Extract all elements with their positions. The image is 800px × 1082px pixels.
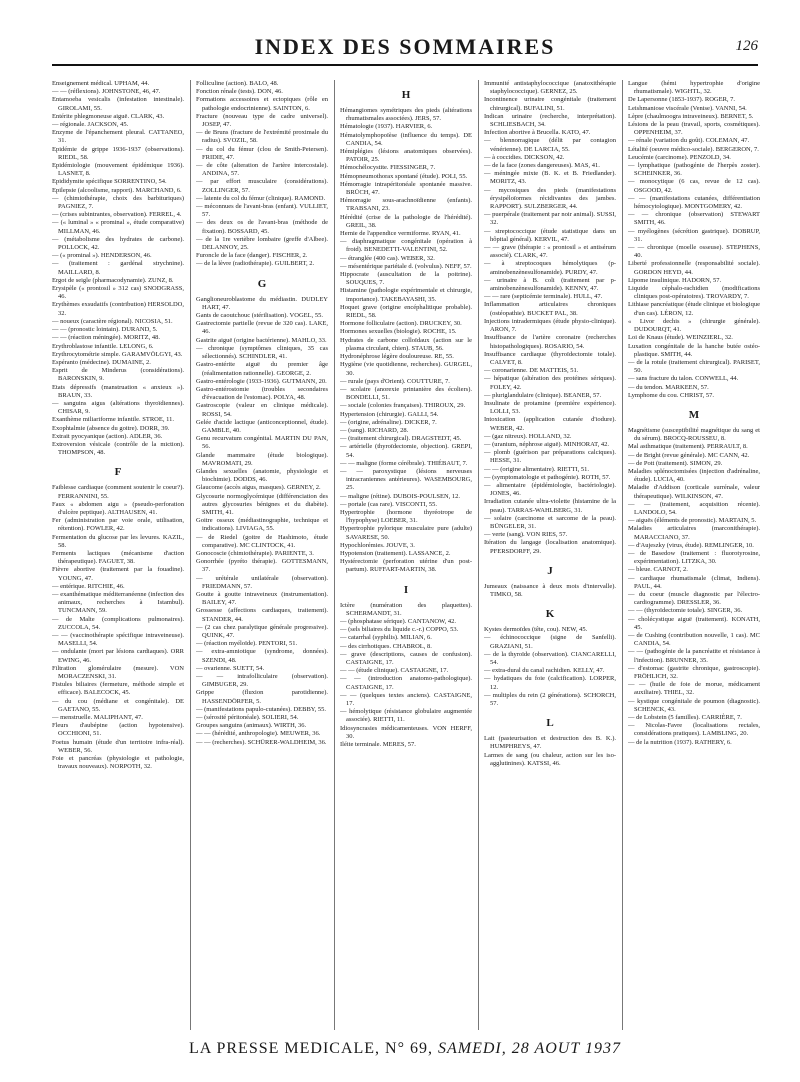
index-entry: Hémopneumothorax spontané (étude). POLI, 55. xyxy=(340,172,468,180)
index-entry: Fonction rénale (tests). DON, 46. xyxy=(196,88,283,96)
index-entry: — échinococcique (signe de Sanfelli). GRAZIANI, 51. xyxy=(484,634,616,650)
index-entry: Entérite phlegmoneuse aiguë. CLARK, 43. xyxy=(52,112,165,120)
index-entry: — — (quelques textes anciens). CASTAIGNE, 17. xyxy=(340,691,472,708)
index-entry: Hématologie (1937). HARVIER, 6. xyxy=(340,123,433,131)
index-entry: Glande mammaire (étude biologique). MAVROMATI, 29. xyxy=(196,451,328,467)
index-entry: Glycosurie normoglycémique (différenciation des autres glycosuries bénignes et du diabète). SMITH, 41. xyxy=(196,492,328,516)
index-entry: Filtration glomérulaire (mesure). VON MORACZENSKI, 31. xyxy=(52,664,184,681)
index-entry: Hématolymphopoïèse (influence du temps). DE CANDIA, 54. xyxy=(340,131,472,147)
index-entry: — blennorragique (délit par contagion vénérienne). DE LARCIA, 55. xyxy=(484,137,616,153)
index-entry: Goitre osseux (médiastinographie, technique et indications). LIVIAGA, 55. xyxy=(196,517,328,533)
index-entry: — des deux os de l'avant-bras (méthode de fixation). BOSSARD, 45. xyxy=(196,219,328,235)
index-entry: Intoxication (application cutanée d'iodure). WEBER, 42. xyxy=(484,416,616,432)
index-entry: Hippocrate (auscultation de la poitrine). SOUQUES, 7. xyxy=(340,271,472,287)
index-entry: Erythroblastose infantile. LELONG, 6. xyxy=(52,342,154,350)
index-entry: Ictère (numération des plaquettes). SCHERMANDT, 31. xyxy=(340,601,472,617)
index-entry: — de Basedow (traitement : fluorotyrosine, expérimentation). LITZKA, 30. xyxy=(628,549,760,566)
index-entry: — de Pott (traitement). SIMON, 29. xyxy=(628,459,723,467)
index-entry: — extra-dural du canal rachidien. KELLY, 47. xyxy=(484,667,605,675)
index-entry: — (2 cas chez paralytique générale progressive). QUINK, 47. xyxy=(196,623,328,639)
index-entry: — (« luminal » « prominal », étude comparative) MILLMAN, 46. xyxy=(52,219,184,235)
index-entry: Hémorragie sous-arachnoïdienne (enfants). TRABSANI, 23. xyxy=(340,197,472,213)
index-entry: — — (recherches). SCHÜRER-WALDHEIM, 36. xyxy=(196,738,327,746)
index-entry: — diaphragmatique congénitale (opération à froid). BENEDETTI-VALENTINI, 52. xyxy=(340,238,472,254)
index-entry: — multiples du rein (2 générations). SCHORCH, 57. xyxy=(484,691,616,708)
index-entry: Hypotension (traitement). LASSANCE, 2. xyxy=(340,549,451,557)
index-entry: — — (vaccinothérapie spécifique intraveineuse). MASELLI, 54. xyxy=(52,632,184,648)
index-entry: — (gaz nitreux). HOLLAND, 32. xyxy=(484,432,572,440)
index-entry: Folliculine (action). BALO, 48. xyxy=(196,80,279,87)
index-entry: — — (réaction méningée). MORITZ, 48. xyxy=(52,334,160,342)
index-entry: Lipome insulinique. HADORN, 57. xyxy=(628,276,722,284)
index-entry: — sans fracture du talon. CONWELL, 44. xyxy=(628,375,739,383)
index-entry: — (phosphatase sérique). CANTANOW, 42. xyxy=(340,617,457,625)
index-entry: Leishmaniose viscérale (Venise). VANNI, 54. xyxy=(628,104,747,112)
index-entry: — du cou (médiane et congénitale). DE GAETANO, 55. xyxy=(52,697,184,713)
index-entry: Hémochélocystite. FIESSINGER, 7. xyxy=(340,164,436,172)
index-entry: — myélogènes (sécrétion gastrique). DOBRUP, 31. xyxy=(628,227,760,243)
index-entry: Gelée d'acide lactique (anticonceptionnel, étude). GAMBLE, 40. xyxy=(196,418,328,434)
section-letter: F xyxy=(114,466,122,479)
index-entry: — (chimiothérapie, choix des barbituriques) PAGNIEZ, 7. xyxy=(52,194,184,211)
index-entry: — de la face (zones dangereuses). MAS, 41. xyxy=(484,162,600,170)
index-entry: « Livor dechis » (chirurgie générale). DUDOURQT, 41. xyxy=(628,317,760,334)
index-entry: — à streptocoques hémolytiques (p-aminobenzènesulfonamide). PURDY, 47. xyxy=(484,260,616,276)
index-entry: — exanthématique méditerranéenne (infection des animaux, recherches à Istambul). TUNCMANN, 59. xyxy=(52,590,184,615)
index-entry: — (traitement chirurgical). DRAGSTEDT, 45. xyxy=(340,435,462,443)
index-entry: — — (pathogénie de la pancréatite et résistance à l'infection). BRUNNER, 35. xyxy=(628,648,760,664)
index-entry: Faux « abdomen aigu » (pseudo-perforation d'ulcère peptique). ALTHAUSEN, 41. xyxy=(52,500,184,516)
index-entry: Gants de caoutchouc (stérilisation). VOGEL, 55. xyxy=(196,312,323,320)
index-entry: Hernie de l'appendice vermiforme. RYAN, 41. xyxy=(340,230,461,238)
index-entry: — urétérale unilatérale (observation). FRIEDMANN, 57. xyxy=(196,574,328,590)
index-entry: Glandes sexuelles (anatomie, physiologie et biochimie). DODDS, 46. xyxy=(196,467,328,484)
index-entry: Gastro-entérologie (1933-1936). GUTMANN, 20. xyxy=(196,377,327,385)
index-entry: Indican urinaire (recherche, interprétation). SCHLIESBACH, 34. xyxy=(484,112,616,129)
index-entry: — pluriglandulaire (clinique). BEANER, 57. xyxy=(484,391,602,399)
page-title: INDEX DES SOMMAIRES xyxy=(254,34,556,59)
index-entry: — — chronique (moelle osseuse). STEPHENS, 40. xyxy=(628,244,760,260)
index-entry: Entamoeba vesicalis (infestation intestinale). GIROLAMI, 55. xyxy=(52,96,184,112)
section-letter: M xyxy=(688,408,700,421)
index-entry: Hydrates de carbone colloïdaux (action sur le plasma circulant, chien). STAUB, 56. xyxy=(340,336,472,352)
index-entry: — de la rotule (traitement chirurgical). PARISET, 50. xyxy=(628,358,760,375)
index-entry: — d'estomac (gastrite chronique, gastroscopie). FRÖHLICH, 32. xyxy=(628,664,760,681)
index-entry: — — chronique (observation) STEWART SMITH, 46. xyxy=(628,211,760,227)
index-entry: — urinaire à B. coli (traitement par p-aminobenzènesulfonamide). KENNY, 47. xyxy=(484,276,616,293)
index-entry: — — (étude clinique). CASTAIGNE, 17. xyxy=(340,667,449,675)
index-entry: Hystérectomie (perforation utérine d'un post-partum). RUFFART-MARTIN, 38. xyxy=(340,558,472,574)
index-entry: — de Cushing (contribution nouvelle, 1 cas). MC CANDIA, 54. xyxy=(628,632,760,648)
index-entry: Luxation congénitale de la hanche butée ostéo-plastique. SMITH, 44. xyxy=(628,342,760,358)
index-entry: — (manifestations papulo-cutanées). DEBBY, 55. xyxy=(196,705,327,713)
index-entry: Ferments lactiques (mécanisme d'action thérapeutique). FAGUET, 38. xyxy=(52,549,184,566)
index-entry: Hypochlorémies. JOUVE, 3. xyxy=(340,541,415,549)
index-entry: — (sels biliaires du liquide c.-r.) COPPO, 53. xyxy=(340,626,459,634)
index-entry: — chronique (symptômes cliniques, 35 cas sélectionnés). SCHINDLER, 41. xyxy=(196,344,328,361)
index-entry: — (réaction myéloïde). PENTORI, 51. xyxy=(196,640,298,648)
index-entry: Inflammation articulaires chroniques (ostéopathie). BUCKET PAL, 38. xyxy=(484,301,616,317)
index-entry: — hépatique (altération des protéines sériques). FOLEY, 42. xyxy=(484,375,616,391)
index-entry: Hypertrophie (hormone thyréotrope de l'hypophyse) LOEBER, 31. xyxy=(340,508,472,525)
index-entry: Hygiène (vie quotidienne, recherches). GURGEL, 30. xyxy=(340,361,472,377)
index-entry: — cardiaque rhumatismale (climat, Indiens). PAUL, 44. xyxy=(628,574,760,590)
index-entry: — plomb (guérison par préparations calciques). HESSE, 31. xyxy=(484,449,616,465)
index-entry: Liquide céphalo-rachidien (modifications cliniques post-opératoires). TROVARDY, 7. xyxy=(628,285,760,301)
column-5 xyxy=(628,80,760,1030)
index-entry: Extrait pyocyanique (action). ADLER, 36. xyxy=(52,432,163,440)
index-entry: Hydronéphrose légère douloureuse. RE, 55. xyxy=(340,353,454,361)
index-entry: Furoncle de la face (danger). FISCHER, 2. xyxy=(196,252,308,260)
column-4 xyxy=(484,80,616,1030)
column-rule xyxy=(622,80,623,1030)
section-letter: H xyxy=(401,89,411,101)
index-entry: Insulinate de protamine (première expérience). LOLLI, 53. xyxy=(484,399,616,416)
index-entry: — méningée mixte (B. K. et B. Friedlander). MORITZ, 43. xyxy=(484,170,616,186)
index-entry: — de Bright (revue générale). MC CANN, 42. xyxy=(628,451,750,459)
index-entry: Epididymite spécifique SORRENTINO, 54. xyxy=(52,178,167,186)
index-entry: Erythèmes exsudatifs (contribution) HERSOLDO, 32. xyxy=(52,301,184,317)
index-entry: Gastrite aiguë (origine bactérienne). MAHLO, 33. xyxy=(196,336,327,344)
index-entry: Extroversion vésicale (contrôle de la miction). THOMPSON, 48. xyxy=(52,440,184,457)
index-entry: Lithiase pancréatique (étude clinique et biologique d'un cas). LÉRON, 12. xyxy=(628,301,760,317)
index-entry: — du tendon. MARKEEN, 57. xyxy=(628,383,709,391)
index-entry: — de la thyroïde (observation). CIANCARELLI, 54. xyxy=(484,650,616,666)
index-entry: — de la nutrition (1937). RATHERY, 6. xyxy=(628,738,732,746)
index-entry: — hémolytique (résistance globulaire augmentée associée). RIETTI, 11. xyxy=(340,708,472,724)
index-entry: — mésentérique pariétale d. (volvulus). NEFF, 57. xyxy=(340,262,472,270)
column-2 xyxy=(196,80,328,1030)
index-entry: — hydatiques du foie (calcification). LORPER, 12. xyxy=(484,675,616,691)
index-entry: De Lapersonne (1853-1937). ROGER, 7. xyxy=(628,96,736,104)
index-entry: — extra-amniotique (syndrome, données). SZENDI, 48. xyxy=(196,648,328,664)
index-entry: — (sérosité péritonéale). SOLIERI, 54. xyxy=(196,714,299,722)
index-entry: Gastroscopie (valeur en clinique médicale). ROSSI, 54. xyxy=(196,402,328,418)
index-entry: — régionale. JACKSON, 45. xyxy=(52,121,129,129)
index-entry: Espéranto (médecine). DUMAINE, 2. xyxy=(52,358,151,366)
index-entry: — — paroxystique (lésions nerveuses intracraniennes antérieures). WASEMBOURG, 25. xyxy=(340,467,472,492)
index-entry: Kystes dermoïdes (tête, cou). NEW, 45. xyxy=(484,626,588,634)
index-entry: — — (traitement, acquisition récente). LANDOLO, 54. xyxy=(628,500,760,516)
index-entry: Maladie d'Addison (corticale surrénale, valeur thérapeutique). WILKINSON, 47. xyxy=(628,484,760,500)
issue-number: N° 69, xyxy=(385,1040,433,1057)
index-entry: Esprit de Minderus (considérations). BARONSKIN, 9. xyxy=(52,367,184,383)
index-entry: — verte (sang). VON RIES, 57. xyxy=(484,531,568,539)
index-entry: Irradiation cutanée ultra-violette (histamine de la peau). TARRAS-WAHLBERG, 31. xyxy=(484,498,616,514)
index-entry: Mal asthmatique (traitement). PERRAULT, 8. xyxy=(628,443,748,451)
index-entry: Fracture (nouveau type de cadre universel). JOSEP, 47. xyxy=(196,112,328,129)
index-entry: — portale (cas rare). VISCONTI, 55. xyxy=(340,500,437,508)
index-entry: Epidémie de grippe 1936-1937 (observations). RIEDL, 58. xyxy=(52,145,184,161)
index-entry: Hypertrophie pylorique musculaire pure (adulte) SAVARESE, 50. xyxy=(340,525,472,541)
index-entry: Maladies splénoctomisées (injection d'adrénaline, étude). LUCIA, 40. xyxy=(628,467,760,484)
index-entry: — — intrafolliculaire (observation). GIMBUGER, 29. xyxy=(196,673,328,689)
index-entry: — ovarienne. SUETT, 54. xyxy=(196,664,265,672)
index-entry: — — rare (septicémie terminale). HULL, 47. xyxy=(484,293,603,301)
index-entry: — — (huile de foie de morue, médicament auxiliaire). THIEL, 32. xyxy=(628,681,760,697)
index-entry: — de côte (alteration de l'artère intercostale). ANDINA, 57. xyxy=(196,162,328,178)
issue-date: SAMEDI, 28 AOUT 1937 xyxy=(438,1040,621,1057)
index-entry: — des cirrhotiques. CHABROL, 8. xyxy=(340,642,432,650)
index-entry: Langue (hémi hypertrophie d'origine rhumatismale). WIGHTL, 32. xyxy=(628,80,760,96)
column-rule xyxy=(478,80,479,1030)
index-entry: — de Bruns (fracture de l'extrémité proximale du radius). SVOZIL, 58. xyxy=(196,129,328,145)
index-entry: Enzyme de l'épanchement pleural. CATTANEO, 31. xyxy=(52,129,184,145)
index-entry: — sanguins aigus (altérations thyroïdiennes). CHISAR, 9. xyxy=(52,399,184,416)
index-entry: Erysipèle (« prontosil » 312 cas) SNODGRASS, 46. xyxy=(52,285,184,301)
index-entry: — — (hérédité, anthropologie). MEUWER, 36. xyxy=(196,730,321,738)
index-entry: — kystique congénitale de poumon (diagnostic). SCHENCK, 43. xyxy=(628,697,760,713)
index-entry: — de la 1re vertèbre lombaire (greffe d'Albee). DELANNOY, 25. xyxy=(196,235,328,252)
index-entry: Fistules biliaires (fermeture, méthode simple et efficace). BALECOCK, 45. xyxy=(52,681,184,697)
index-entry: — — (réflexions). JOHNSTONE, 46, 47. xyxy=(52,88,161,96)
index-entry: — mycosiques des pieds (manifestations érysipéloïormes récidivantes des jambes. RAPPORT). SULZBERGER, 44. xyxy=(484,186,616,211)
index-entry: Hémiplégies (lésions anatomiques observées). PATOIR, 25. xyxy=(340,148,472,164)
index-entry: — maligne (rétine). DUBOIS-POULSEN, 12. xyxy=(340,492,461,500)
index-entry: Epilepsie (alcoolisme, rapport). MARCHAND, 6. xyxy=(52,186,182,194)
index-entry: — de Riedel (goitre de Hashimoto, étude comparative). MC CLINTOCK, 41. xyxy=(196,533,328,549)
index-entry: Hémorragie intrapéritonéale spontanée massive. BRÜCH, 47. xyxy=(340,180,472,197)
index-entry: Fermentation du glucose par les levures. KAZIL, 58. xyxy=(52,533,184,549)
index-entry: Etats dépressifs (manstruation « anxieux »). BRAUN, 33. xyxy=(52,383,184,399)
index-entry: Fer (administration par voie orale, utilisation, rétention). FOWLER, 42. xyxy=(52,517,184,533)
index-entry: Enseignement médical. UPHAM, 44. xyxy=(52,80,150,87)
index-entry: — catarrhal (syphilis). MILIAN, 6. xyxy=(340,634,432,642)
index-entry: — alimentaire (épidémiologie, bactériologie). JONES, 46. xyxy=(484,481,616,498)
index-entry: Jumeaux (naissance à deux mois d'intervalle). TIMKO, 58. xyxy=(484,582,616,598)
index-entry: Gastro-entérite aiguë du premier âge (réalimentation rationnelle). GEORGE, 2. xyxy=(196,361,328,377)
index-entry: — (origine, adrénaline). DICKER, 7. xyxy=(340,418,437,426)
index-entry: — (symptomatologie et pathogénie). ROTH, 57. xyxy=(484,473,611,481)
index-entry: Grippe (fluxion parotidienne). HASSENDÖRFER, 5. xyxy=(196,689,328,705)
index-entry: — — grave (thérapie : « prontosil » et antisérum associé). CLARK, 47. xyxy=(484,244,616,260)
index-entry: — rénale (variation du goût). COLEMAN, 47. xyxy=(628,137,750,145)
section-letter: J xyxy=(547,564,553,577)
index-entry: Immunité antistaphylococcique (anatoxithérapie staphylococcique). GERNEZ, 25. xyxy=(484,80,616,96)
index-entry: — du coeur (muscle diagnostic par l'électro-cardiogramme). DRESSLER, 36. xyxy=(628,590,760,607)
index-entry: Exophtalmie (absence du goitre). DORR, 39. xyxy=(52,424,170,432)
index-entry: — (« prominal »). HENDERSON, 46. xyxy=(52,252,152,260)
index-entry: — (traitement : gardénal strychnine). MAILLARD, 8. xyxy=(52,260,184,276)
index-entry: — monocytique (6 cas, revue de 12 cas). OSGOOD, 42. xyxy=(628,178,760,194)
index-entry: — d'Aujeszky (virus, étude). REMLINGER, 10. xyxy=(628,541,754,549)
index-entry: Hémangiomes symétriques des pieds (altérations rhumatismales associées). JERS, 57. xyxy=(340,107,472,123)
index-entry: Incontinence urinaire congénitale (traitement chirurgical). BUFALINI, 51. xyxy=(484,96,616,112)
index-entry: Loi de Knaus (étude). WEINZIERL, 32. xyxy=(628,334,733,342)
index-entry: Hypertension (chirurgie). GALLI, 54. xyxy=(340,410,439,418)
index-entry: Faiblesse cardiaque (comment soutenir le coeur?). FERRANNINI, 55. xyxy=(52,484,184,500)
index-entry: Magnétisme (susceptibilité magnétique du sang et du sérum). BROCQ-ROUSSEU, 8. xyxy=(628,426,760,443)
index-entry: — — (manifestations cutanées, différentiation hémocytologique). MONTGOMERY, 42. xyxy=(628,194,760,211)
index-entry: Lésions de la peau (travail, sports, cosmétiques). OPPENHEIM, 37. xyxy=(628,121,760,137)
index-entry: — — maligne (forme cérébrale). THIÉBAUT, 7. xyxy=(340,459,468,467)
index-entry: Insuffisance de l'artère coronaire (recherches histopathologiques). ROSARIO, 54. xyxy=(484,334,616,350)
index-entry: — solaire (carcinome et sarcome de la peau). BÜNGELER, 31. xyxy=(484,514,616,530)
index-entry: Epidémiologie (mouvement épidémique 1936). LASNET, 8. xyxy=(52,162,184,178)
index-entry: — sociale (colonies françaises). THIROUX, 29. xyxy=(340,402,466,410)
index-entry: Gastro-entérostomie (troubles secondaires d'évacuation de l'estomac). POLYA, 48. xyxy=(196,385,328,402)
index-entry: — par effort musculaire (considérations). ZOLLINGER, 57. xyxy=(196,178,328,194)
index-entry: Lèpre (chaulmoogra intraveineux). BERNET, 5. xyxy=(628,112,754,120)
section-letter: I xyxy=(403,583,409,596)
index-entry: Liberté professionnelle (responsabilité sociale). GORDON HEYD, 44. xyxy=(628,260,760,276)
index-entry: Genu recurvatum congénital. MARTIN DU PAN, 56. xyxy=(196,435,328,451)
index-entry: Létalité (oeuvre médico-sociale). BERGERON, 7. xyxy=(628,145,759,153)
index-entry: — de Lobstein (5 familles). CARRIÈRE, 7. xyxy=(628,714,742,722)
index-entry: — méconnues de l'avant-bras (enfant). VULLIET, 57. xyxy=(196,203,328,219)
index-entry: — scolaire (anorexie printanière des écoliers). BONDELLI, 51. xyxy=(340,385,472,402)
index-entry: — lymphatique (pathogénie de l'herpès zoster). SCHEINKER, 36. xyxy=(628,162,760,178)
index-entry: Idiosyncrasies médicamenteuses. VON HERFF, 30. xyxy=(340,724,472,740)
index-entry: — grave (descriptions, causes de confusion). CASTAIGNE, 17. xyxy=(340,650,472,666)
index-entry: Insuffisance cardiaque (thyroïdectomie totale). CALVET, 8. xyxy=(484,350,616,366)
index-entry: Larmes de sang (ou chaleur, action sur les iso-agglutinines). KATSSI, 46. xyxy=(484,751,616,767)
index-entry: — streptococcique (étude statistique dans un hôpital général). KERVIL, 47. xyxy=(484,227,616,243)
index-entry: — de la lèvre (radiothérapie). GUILBERT, 2. xyxy=(196,260,315,268)
index-columns xyxy=(52,80,758,1030)
index-entry: — puerpérale (traitement par noir animal). SUSSI, 32. xyxy=(484,211,616,227)
column-rule xyxy=(334,80,335,1030)
index-entry: Grossesse (affections cardiaques, traitement). STANDER, 44. xyxy=(196,607,328,623)
index-entry: Hormone folliculaire (action). DRUCKEY, 30. xyxy=(340,320,462,328)
column-1 xyxy=(52,80,184,1030)
index-entry: Hérédité (crise de la pathologie de l'hérédité). GREIL, 38. xyxy=(340,213,472,229)
index-entry: Exanthème miliariforme infantile. STROE, 11. xyxy=(52,416,174,424)
index-entry: — (uranium, néphrose aiguë). MINHORAT, 42. xyxy=(484,440,609,448)
index-entry: — — (pronostic lointain). DURAND, 5. xyxy=(52,326,158,334)
index-entry: — noueux (caractère régional). NICOSIA, 51. xyxy=(52,317,173,325)
index-entry: Gonorrhée (pyréto thérapie). GOTTESMANN, 37. xyxy=(196,558,328,574)
index-entry: — menstruelle. MALIPHANT, 47. xyxy=(52,714,143,722)
index-entry: — entérique. RITCHIE, 46. xyxy=(52,582,125,590)
index-entry: Gastrectomie partielle (revue de 320 cas). LAKE, 46. xyxy=(196,320,328,336)
index-entry: Ganglioneuroblastome du médiastin. DUDLEY HART, 47. xyxy=(196,295,328,311)
journal-name: LA PRESSE MEDICALE xyxy=(189,1040,376,1057)
index-entry: Groupes sanguins (animaux). WIRTH, 36. xyxy=(196,722,307,730)
index-entry: Formations accessoires et ectopiques (rôle en pathologie endocrinienne). SAINTON, 6. xyxy=(196,96,328,112)
index-entry: — de Malte (complications pulmonaires). ZUCCOLA, 54. xyxy=(52,615,184,631)
index-entry: — du col du fémur (clou de Smith-Petersen). FRIDIE, 47. xyxy=(196,145,328,161)
section-letter: K xyxy=(545,608,555,621)
index-entry: Leucémie (carcinome). PENZOLD, 34. xyxy=(628,153,731,161)
index-entry: — Nicolas-Favre (localisations rectales, considérations pratiques). LAMBLING, 20. xyxy=(628,722,760,738)
index-entry: — — (thyroïdectomie totale). SINGER, 36. xyxy=(628,607,743,615)
index-entry: Erythrocytométrie simple. GARAMVÖLGYI, 43. xyxy=(52,350,183,358)
column-3 xyxy=(340,80,472,1030)
index-entry: — aiguës (éléments de pronostic). MARTAIN, 5. xyxy=(628,517,757,525)
index-entry: Itération du langage (localisation anatomique). PFERSDORFF, 29. xyxy=(484,539,616,555)
index-entry: — bleue. CARNOT, 2. xyxy=(628,566,688,574)
index-entry: Hoquet grave (origine encéphalitique probable). RIEDL, 58. xyxy=(340,303,472,320)
page-footer: LA PRESSE MEDICALE, N° 69, SAMEDI, 28 AOUT 1937 xyxy=(189,1040,621,1057)
index-entry: — coronarienne. DE MATTEIS, 51. xyxy=(484,367,579,375)
index-entry: Ergot de seigle (pharmacodynamie). ZUNZ, 8. xyxy=(52,276,174,284)
index-entry: — — (origine alimentaire). RIETTI, 51. xyxy=(484,465,590,473)
index-entry: — (crises subintrantes, observation). FERREL, 4. xyxy=(52,211,182,219)
index-entry: — cholécystique aiguë (traitement). KONATH, 45. xyxy=(628,615,760,631)
index-entry: — latente du col du fémur (clinique). RAMOND. xyxy=(196,194,326,202)
section-letter: G xyxy=(257,277,267,290)
index-entry: — étranglée (400 cas). WEBER, 32. xyxy=(340,254,435,262)
index-entry: Injections intradermiques (étude physio-clinique). ARON, 7. xyxy=(484,317,616,334)
index-entry: Infection abortive à Brucella. KATO, 47. xyxy=(484,129,591,137)
index-entry: Gonocoscie (chimiothérapie). PARIENTE, 3. xyxy=(196,549,314,557)
index-entry: Glaucome (accès aigus, masques). GERNEY, 2. xyxy=(196,484,321,492)
page-number: 126 xyxy=(735,38,758,54)
index-entry: Fièvre abortive (traitement par la fouadine). YOUNG, 47. xyxy=(52,566,184,582)
index-entry: Iléite terminale. MERES, 57. xyxy=(340,741,416,749)
index-entry: Foetus humain (étude d'un territoire infra-réal). WEBER, 56. xyxy=(52,738,184,754)
index-entry: — (sang). RICHARD, 28. xyxy=(340,426,409,434)
index-entry: — ondulante (mort par lésions cardiaques). ORR EWING, 46. xyxy=(52,648,184,664)
index-entry: Hormones sexuelles (biologie). ROCHE, 15. xyxy=(340,328,457,336)
index-entry: Histamine (pathologie expérimentale et chirurgie, importance). TAKEBAYASHI, 35. xyxy=(340,287,472,303)
index-entry: Lymphome du cou. CHRIST, 57. xyxy=(628,391,715,399)
page-header xyxy=(52,30,758,66)
index-entry: — rurale (pays d'Orient). COUTTURE, 7. xyxy=(340,377,450,385)
index-entry: Goutte à goutte intraveineux (instrumentation). BAILEY, 47. xyxy=(196,590,328,607)
index-entry: — — (introduction anatomo-pathologique). CASTAIGNE, 17. xyxy=(340,675,472,691)
index-entry: — (métabolisme des hydrates de carbone). POLLOCK, 42. xyxy=(52,235,184,252)
index-entry: Fleurs d'aubépine (action hypotensive). OCCHIONI, 51. xyxy=(52,722,184,738)
index-entry: — à coccidies. DICKSON, 42. xyxy=(484,153,565,161)
index-entry: Maladies articulaires (marconithérapie). MARACCIANO, 37. xyxy=(628,525,760,541)
index-entry: Lait (pasteurisation et destruction des B. K.). HUMPHREYS, 47. xyxy=(484,735,616,751)
index-entry: Foie et pancréas (physiologie et pathologie, travaux nouveaux). NORPOTH, 32. xyxy=(52,755,184,771)
column-rule xyxy=(190,80,191,1030)
index-entry: — artérielle (thyroïdectomie, objection). GREPI, 54. xyxy=(340,443,472,459)
section-letter: L xyxy=(546,717,554,730)
